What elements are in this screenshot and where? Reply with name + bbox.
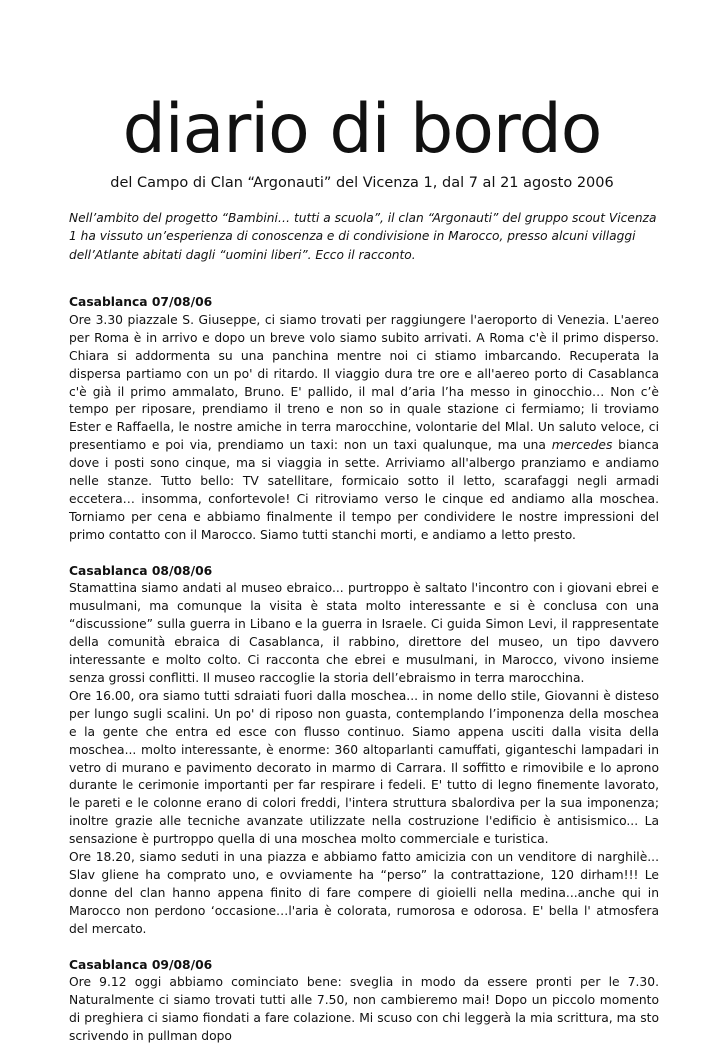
emphasized-word: mercedes — [551, 438, 613, 453]
entry-paragraph: Ore 9.12 oggi abbiamo cominciato bene: sveglia in modo da essere pronti per le 7.30. Naturalmente ci siamo trovati tutti alle 7.50, non cambieremo mai! Dopo un piccolo momento di preghiera ci siamo fiondati a fare colazione. Mi scuso con chi leggerà la mia scrittura, ma sto scrivendo in pullman dopo — [69, 975, 659, 1044]
entry-date: Casablanca 08/08/06 — [69, 563, 213, 578]
entry-date: Casablanca 09/08/06 — [69, 957, 213, 972]
entry-text — [69, 580, 659, 938]
page-title: diario di bordo — [122, 90, 602, 169]
page-subtitle: del Campo di Clan “Argonauti” del Vicenza 1, dal 7 al 21 agosto 2006 — [110, 175, 614, 191]
entry-paragraph — [69, 312, 659, 545]
diary-entries — [69, 294, 659, 1064]
entry-text — [69, 974, 659, 1046]
entry-paragraph: Ore 16.00, ora siamo tutti sdraiati fuori dalla moschea... in nome dello stile, Giovanni è disteso per lungo sugli scalini. Un po' di riposo non guasta, contemplando l’imponenza della moschea e la gente che entra ed esce con flusso continuo. Siamo appena usciti dalla visita della moschea... molto interessante, è enorme: 360 altoparlanti camuffati, giganteschi lampadari in vetro di murano e pavimento decorato in marmo di Carrara. Il soffitto e rimovibile e lo aprono durante le cerimonie importanti per far respirare i fedeli. E' tutto di legno finemente lavorato, le pareti e le colonne erano di colori freddi, l'intera struttura sbalordiva per la sua imponenza; inoltre grazie alle tecniche avanzate utilizzate nella costruzione l'edificio è antisismico... La sensazione è purtroppo quella di una moschea molto commerciale e turistica. — [69, 688, 659, 847]
diary-entry — [69, 294, 659, 545]
entry-paragraph: Stamattina siamo andati al museo ebraico... purtroppo è saltato l'incontro con i giovani ebrei e musulmani, ma comunque la visita è stata molto interessante e si è conclusa con una “discussione” sulla guerra in Libano e la guerra in Israele. Ci guida Simon Levi, il rappresentate della comunità ebraica di Casablanca, il rabbino, direttore del museo, un tipo davvero interessante e molto colto. Ci racconta che ebrei e musulmani, in Marocco, vivono insieme senza grossi conflitti. Il museo raccoglie la storia dell’ebraismo in terra marocchina. — [69, 581, 659, 686]
entry-paragraph-text: Ore 3.30 piazzale S. Giuseppe, ci siamo trovati per raggiungere l'aeroporto di Venezia. L'aereo per Roma è in arrivo e dopo un breve volo siamo subito arrivati. A Roma c'è il primo disperso. Chiara si addormenta su una panchina mentre noi ci stiamo imbarcando. Recuperata la dispersa partiamo con un po' di ritardo. Il viaggio dura tre ore e all'aereo porto di Casablanca c'è già il primo ammalato, Bruno. E' pallido, il mal d’aria l’ha messo in ginocchio… Non c’è tempo per riposare, prendiamo il treno e non so in quale stazione ci fermiamo; li troviamo Ester e Raffaella, le nostre amiche in terra marocchine, volontarie del Mlal. Un saluto veloce, ci presentiamo e poi via, prendiamo un taxi: non un taxi qualunque, ma una — [69, 312, 659, 453]
entry-paragraph: Ore 18.20, siamo seduti in una piazza e abbiamo fatto amicizia con un venditore di narghilè... Slav gliene ha comprato uno, e ovviamente ha “perso” la contrattazione, 120 dirham!!! Le donne del clan hanno appena finito di fare compere di gioielli nella medina...anche qui in Marocco non perdono ‘occasione…l'aria è colorata, rumorosa e odorosa. E' bella l' atmosfera del mercato. — [69, 850, 659, 936]
entry-text — [69, 312, 659, 545]
entry-date: Casablanca 07/08/06 — [69, 295, 213, 309]
diary-entry — [69, 957, 659, 1047]
entry-paragraph-text: bianca dove i posti sono cinque, ma si viaggia in sette. Arriviamo all'albergo pranziamo e andiamo nelle stanze. Tutto bello: TV satellitare, formicaio sotto il letto, scarafaggi negli armadi eccetera… insomma, confortevole! Ci ritroviamo verso le cinque ed andiamo alla moschea. Torniamo per cena e abbiamo finalmente il tempo per condividere le nostre impressioni del primo contatto con il Marocco. Siamo tutti stanchi morti, e andiamo a letto presto. — [69, 438, 659, 542]
intro-paragraph: Nell’ambito del progetto “Bambini… tutti a scuola”, il clan “Argonauti” del gruppo scout Vicenza 1 ha vissuto un’esperienza di conoscenza e di condivisione in Marocco, presso alcuni villaggi dell’Atlante abitati dagli “uomini liberi”. Ecco il racconto. — [69, 211, 657, 262]
diary-entry — [69, 563, 659, 939]
